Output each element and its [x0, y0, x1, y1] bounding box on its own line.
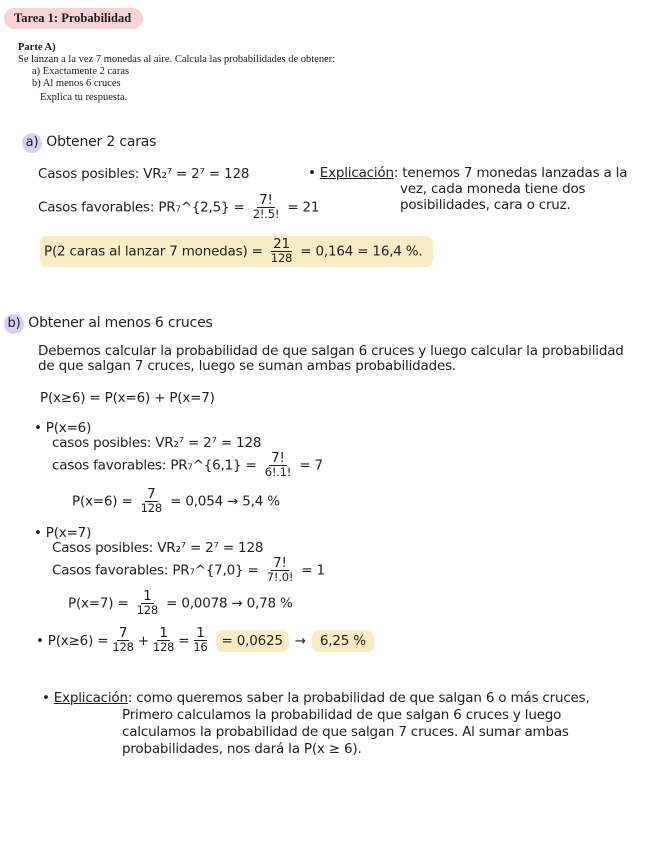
b-intro	[38, 344, 624, 374]
b-case6-probability	[72, 488, 280, 515]
fraction-numerator: 7!	[259, 192, 273, 208]
fraction-denominator: 128	[140, 501, 163, 515]
section-a-heading	[22, 133, 156, 153]
b-case7-title: P(x=7)	[45, 525, 92, 541]
b-total-decimal: = 0,0625	[216, 630, 289, 652]
fraction-numerator: 7	[147, 486, 156, 502]
statement-line: Se lanzan a la vez 7 monedas al aire. Calcula las probabilidades de obtener:	[18, 54, 336, 65]
section-b-title: Obtener al menos 6 cruces	[28, 315, 213, 331]
b-explicacion-line: calculamos la probabilidad de que salgan 7 cruces. Al sumar ambas	[122, 724, 569, 740]
fraction-denominator: 128	[112, 640, 134, 654]
fraction-denominator: 128	[270, 251, 293, 265]
a-prob-label: P(2 caras al lanzar 7 monedas) =	[44, 243, 263, 260]
b-case6-favorables	[52, 452, 323, 479]
a-prob-fraction	[269, 238, 294, 265]
a-probability-result	[40, 236, 433, 267]
fraction-numerator: 1	[143, 588, 152, 604]
equals-sign: =	[178, 632, 190, 649]
statement-explain: Explica tu respuesta.	[40, 92, 128, 103]
plus-sign: +	[137, 632, 149, 649]
a-favorables-label: Casos favorables:	[38, 199, 155, 216]
a-explicacion-label: Explicación	[319, 165, 394, 181]
fraction-numerator: 7	[118, 625, 128, 641]
b-case7-favorables-result: = 1	[301, 562, 325, 579]
a-explicacion-line: posibilidades, cara o cruz.	[400, 197, 571, 213]
bullet	[42, 690, 54, 706]
b-intro-line: de que salgan 7 cruces, luego se suman ambas probabilidades.	[38, 358, 456, 374]
b-case7-posibles-label: Casos posibles:	[52, 540, 154, 556]
fraction-denominator: 128	[136, 603, 159, 617]
b-total-fraction-3	[191, 627, 209, 654]
page-title: Tarea 1: Probabilidad	[4, 8, 143, 29]
arrow-icon: →	[294, 632, 306, 649]
a-favorables-fraction	[251, 194, 282, 221]
b-case7-probability	[68, 590, 293, 617]
b-case6-prob-fraction	[139, 488, 164, 515]
b-case7-favorables-label: Casos favorables:	[52, 562, 169, 579]
b-explicacion-line: probabilidades, nos dará la P(x ≥ 6).	[122, 741, 362, 757]
fraction-denominator: 128	[152, 640, 175, 654]
section-a-marker: a)	[22, 133, 42, 153]
b-case7-favorables-expr: PR₇^{7,0} =	[172, 562, 259, 579]
statement-item-b: b) Al menos 6 cruces	[32, 78, 121, 89]
fraction-denominator: 2!.5!	[252, 207, 280, 221]
fraction-denominator: 16	[193, 640, 208, 654]
part-label: Parte A)	[18, 42, 56, 53]
fraction-denominator: 7!.0!	[266, 570, 294, 584]
fraction-denominator: 6!.1!	[264, 465, 292, 479]
section-b-marker: b)	[4, 314, 24, 334]
fraction-numerator: 7!	[273, 555, 287, 571]
b-case7-prob-label: P(x=7) =	[68, 595, 129, 612]
b-case7-posibles	[52, 540, 263, 556]
b-case6-posibles	[52, 435, 261, 451]
b-case6-posibles-label: casos posibles:	[52, 435, 152, 451]
a-posibles-label: Casos posibles:	[38, 166, 140, 182]
a-casos-posibles	[38, 166, 249, 182]
fraction-numerator: 21	[273, 236, 290, 252]
fraction-numerator: 1	[196, 625, 205, 641]
a-prob-value: = 0,164 = 16,4 %.	[300, 243, 423, 260]
a-explicacion-line: : tenemos 7 monedas lanzadas a la	[393, 165, 628, 181]
b-case7-prob-fraction	[135, 590, 160, 617]
a-posibles-expr: VR₂⁷ = 2⁷ = 128	[143, 166, 250, 182]
statement-item-a: a) Exactamente 2 caras	[32, 66, 130, 77]
b-case6-prob-value: = 0,054 → 5,4 %	[170, 493, 280, 510]
bullet	[308, 165, 320, 181]
bullet	[36, 633, 48, 649]
b-case6-fraction	[263, 452, 294, 479]
b-total-fraction-2	[151, 627, 176, 654]
b-case7-prob-value: = 0,0078 → 0,78 %	[166, 595, 293, 612]
b-explicacion-line: : como queremos saber la probabilidad de que salgan 6 o más cruces,	[127, 690, 590, 706]
b-total-label: P(x≥6) =	[47, 632, 109, 649]
b-intro-line: Debemos calcular la probabilidad de que salgan 6 cruces y luego calcular la probabilidad	[38, 343, 624, 359]
a-favorables-result: = 21	[287, 199, 320, 216]
b-explicacion-line: Primero calculamos la probabilidad de que salgan 6 cruces y luego	[122, 707, 562, 723]
b-case7-posibles-expr: VR₂⁷ = 2⁷ = 128	[157, 540, 264, 556]
b-total	[36, 627, 374, 654]
b-explicacion	[42, 690, 590, 758]
a-casos-favorables	[38, 194, 319, 221]
b-case7-favorables	[52, 557, 325, 584]
b-case7-heading	[34, 525, 91, 541]
b-case7-fraction	[265, 557, 296, 584]
fraction-numerator: 7!	[271, 450, 285, 466]
b-total-fraction-1	[110, 627, 135, 654]
fraction-numerator: 1	[159, 625, 168, 641]
bullet	[34, 525, 46, 541]
a-explicacion	[308, 165, 627, 213]
section-a-title: Obtener 2 caras	[46, 134, 157, 150]
b-case6-favorables-result: = 7	[299, 457, 323, 474]
b-case6-title: P(x=6)	[45, 420, 92, 436]
b-formula: P(x≥6) = P(x=6) + P(x=7)	[40, 390, 215, 406]
b-case6-prob-label: P(x=6) =	[72, 493, 133, 510]
bullet	[34, 420, 46, 436]
a-explicacion-line: vez, cada moneda tiene dos	[400, 181, 586, 197]
b-case6-favorables-expr: PR₇^{6,1} =	[170, 457, 257, 474]
section-b-heading	[4, 314, 213, 334]
a-favorables-expr: PR₇^{2,5} =	[158, 199, 245, 216]
b-total-percent: 6,25 %	[312, 630, 374, 652]
b-explicacion-label: Explicación	[53, 690, 128, 706]
b-case6-favorables-label: casos favorables:	[52, 457, 167, 474]
b-case6-posibles-expr: VR₂⁷ = 2⁷ = 128	[155, 435, 262, 451]
b-case6-heading	[34, 420, 91, 436]
